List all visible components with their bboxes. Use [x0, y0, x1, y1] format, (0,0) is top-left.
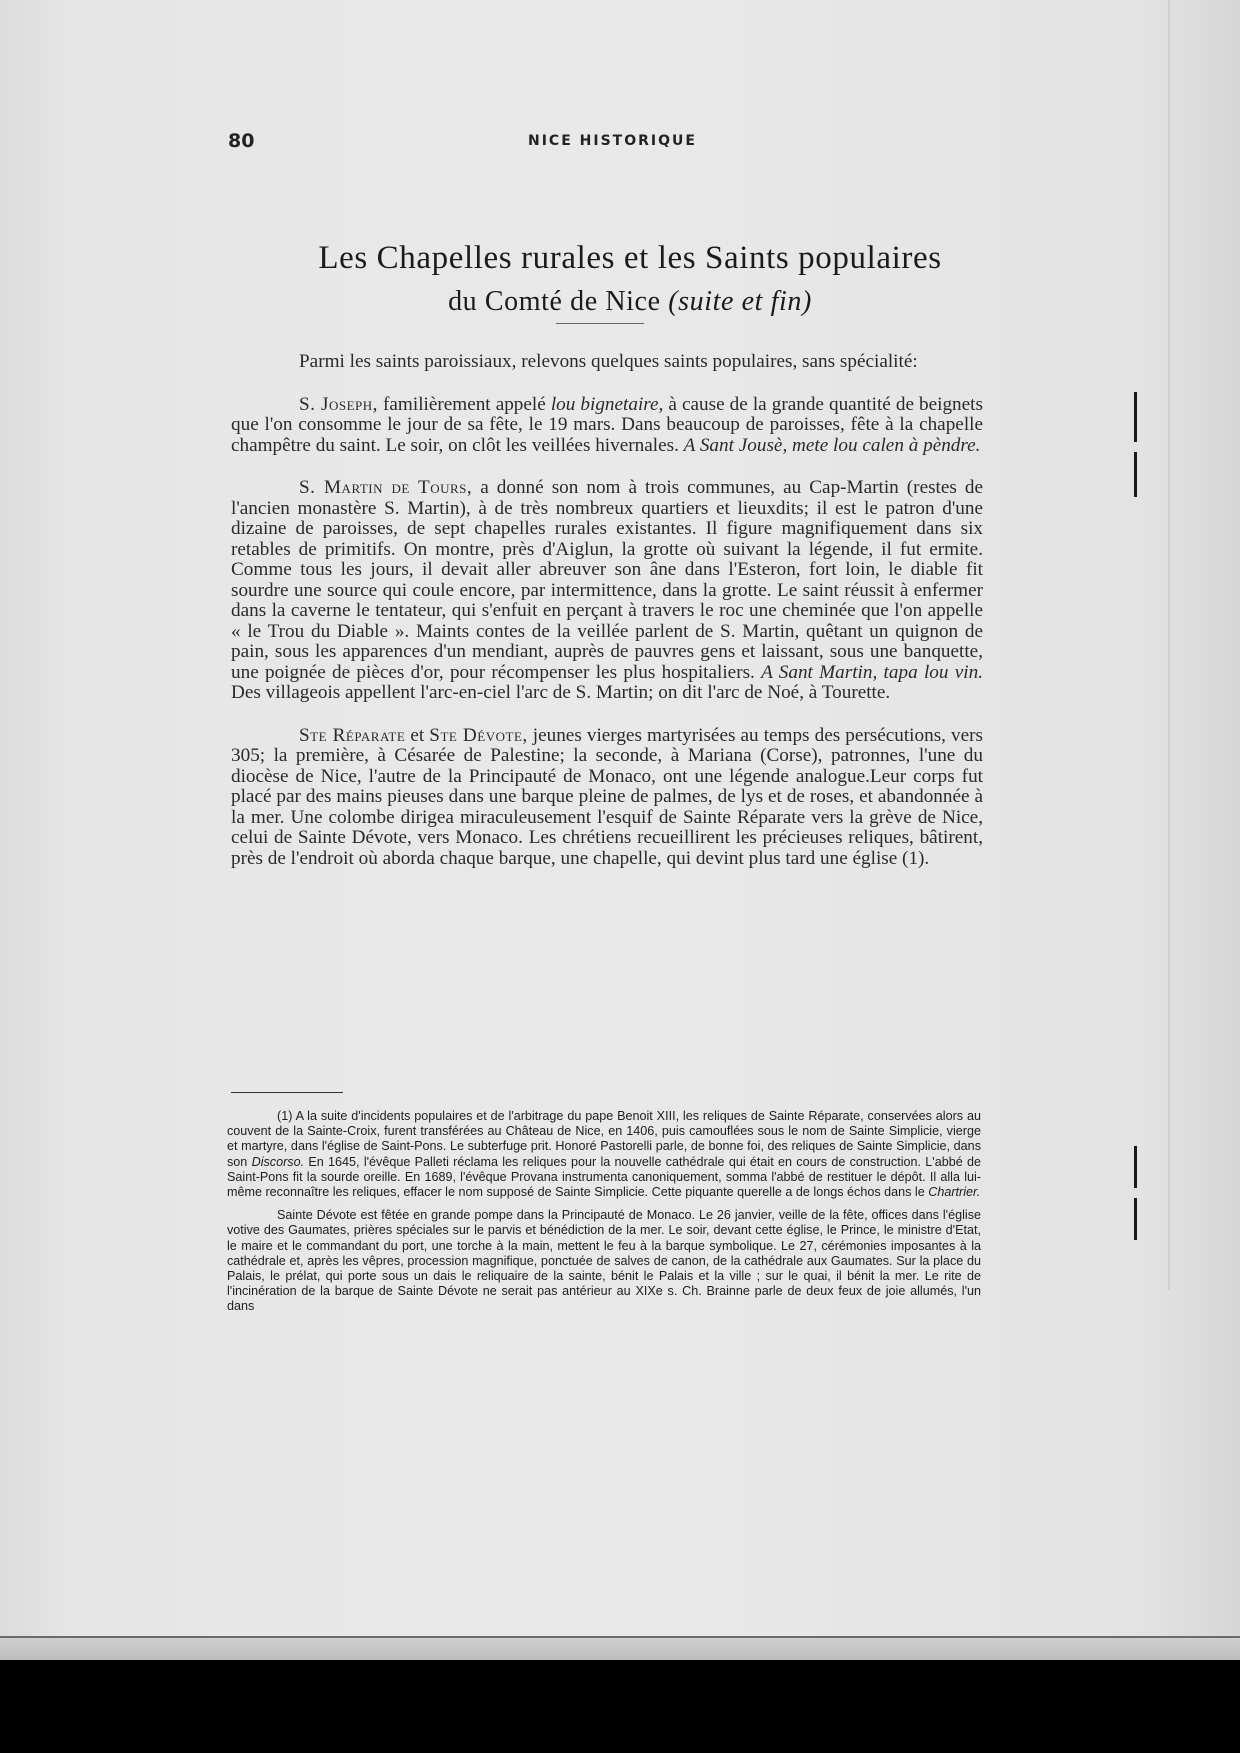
page-bottom-edge — [0, 1636, 1240, 1660]
binding-mark — [1134, 1146, 1137, 1188]
footnote-text: En 1645, l'évêque Palleti réclama les reliques pour la nouvelle cathédrale qui était en cours de construction. L'abbé de Saint-Pons fit la sourde oreille. En 1689, l'évêque Provana instrumenta canoniquement, somma l'abbé de restituer le dépôt. Il alla lui-même reconnaître les reliques, effacer le nom supposé de Sainte Simplicie. Cette piquante querelle a de longs échos dans le — [227, 1154, 982, 1200]
binding-mark — [1134, 1198, 1137, 1240]
page-fold — [1168, 0, 1170, 1290]
title-divider — [556, 323, 644, 324]
title-line-1: Les Chapelles rurales et les Saints populaires — [318, 240, 942, 276]
running-head — [228, 130, 1028, 154]
saint-name: S. Martin de Tours, — [299, 477, 473, 498]
binding-mark — [1134, 452, 1137, 497]
dialect-proverb: A Sant Martin, tapa lou vin. — [761, 661, 983, 683]
paragraph-text: jeunes vierges martyrisées au temps des persécutions, vers 305; la première, à Césarée de Palestine; la seconde, à Mariana (Corse), patronnes, l'une du diocèse de Nice, l'autre de la Principauté de Monaco, ont une légende analogue.Leur corps fut placé par des mains pieuses dans une barque pleine de palmes, de lys et de roses, et abandonnée à la mer. Une colombe dirigea miraculeusement l'esquif de Sainte Réparate vers la grève de Nice, celui de Sainte Dévote, vers Monaco. Les chrétiens recueillirent les précieuses reliques, bâtirent, près de l'endroit où aborda chaque barque, une chapelle, qui devint plus tard une église (1). — [231, 724, 983, 869]
paragraph-text: et — [405, 724, 430, 746]
dialect-proverb: A Sant Jousè, mete lou calen à pèndre. — [683, 434, 981, 456]
dialect-phrase: lou bignetaire, — [550, 393, 664, 415]
saint-name: Ste Dévote, — [429, 724, 528, 746]
footnotes — [227, 1109, 981, 1323]
title-subtitle: (suite et fin) — [668, 286, 812, 317]
footnote-divider — [231, 1092, 343, 1093]
paragraph-intro: Parmi les saints paroissiaux, relevons quelques saints populaires, sans spécialité: — [299, 351, 918, 372]
footnote-italic: Chartrier. — [928, 1185, 981, 1200]
paragraph-martin — [231, 478, 983, 704]
binding-mark — [1134, 392, 1137, 442]
title-main: du Comté de Nice — [448, 286, 661, 317]
paragraph-joseph — [231, 395, 983, 457]
footnote-2: Sainte Dévote est fêtée en grande pompe dans la Principauté de Monaco. Le 26 janvier, veille de la fête, offices dans l'église votive des Gaumates, prières spéciales sur le parvis et bénédiction de la mer. Le soir, devant cette église, le Prince, le ministre d'Etat, le maire et le commandant du port, une torche à la main, mettent le feu à la barque symbolique. Le 27, cérémonies imposantes à la cathédrale et, après les vêpres, procession magnifique, ponctuée de salves de canon, de la cathédrale aux Gaumates. Sur la place du Palais, le prélat, qui porte sous un dais le reliquaire de la sainte, bénit le Palais et la ville ; sur le quai, il bénit la mer. Le rite de l'incinération de la barque de Sainte Dévote ne serait pas antérieur au XIXe s. Ch. Brainne parle de deux feux de joie allumés, l'un dans — [227, 1208, 981, 1314]
page-number: 80 — [228, 130, 255, 152]
title-line-2 — [180, 282, 1080, 322]
journal-title: NICE HISTORIQUE — [528, 133, 697, 149]
paragraph-text: familièrement appelé — [377, 393, 551, 415]
footnote-1 — [227, 1109, 981, 1200]
saint-name: Ste Réparate — [299, 724, 406, 746]
paragraph-text: à cause de la grande quantité de beignets que l'on consomme le jour de sa fête, le 19 mars. Dans beaucoup de paroisses, fête à la chapelle champêtre du saint. Le soir, on clôt les veillées hivernales. — [231, 393, 983, 456]
article-title — [180, 238, 1080, 322]
paragraph-text: a donné son nom à trois communes, au Cap-Martin (restes de l'ancien monastère S. Martin), à de très nombreux quartiers et lieuxdits; il est le patron d'une dizaine de paroisses, de sept chapelles rurales existantes. Il figure magnifiquement dans six retables de primitifs. On montre, près d'Aiglun, la grotte où suivant la légende, il fut ermite. Comme tous les jours, il devait aller abreuver son âne dans l'Esteron, fort loin, le diable fit sourdre une source qui coule encore, par intermittence, dans la grotte. Le saint réussit à enfermer dans la caverne le tentateur, qui s'enfuit en perçant à travers le roc une cheminée que l'on appelle « le Trou du Diable ». Maints contes de la veillée parlent de S. Martin, quêtant un quignon de pain, sous les apparences d'un mendiant, auprès de pauvres gens et laissant, sous une banquette, une poignée de pièces d'or, pour récompenser les plus hospitaliers. — [231, 477, 983, 683]
article-body — [231, 352, 983, 891]
paragraph-reparate — [231, 726, 983, 870]
paragraph-text: Des villageois appellent l'arc-en-ciel l'arc de S. Martin; on dit l'arc de Noé, à Tourette. — [231, 682, 891, 703]
footnote-text: (1) A la suite d'incidents populaires et de l'arbitrage du pape Benoit XIII, les reliques de Sainte Réparate, conservées alors au couvent de la Sainte-Croix, furent transférées au Château de Nice, en 1406, puis camouflées sous le nom de Sainte Simplicie, vierge et martyre, dans l'église de Saint-Pons. Le subterfuge prit. Honoré Pastorelli parle, de bonne foi, des reliques de Sainte Simplicie, dans son — [227, 1109, 981, 1169]
saint-name: S. Joseph, — [299, 393, 378, 415]
footnote-italic: Discorso. — [251, 1154, 305, 1169]
